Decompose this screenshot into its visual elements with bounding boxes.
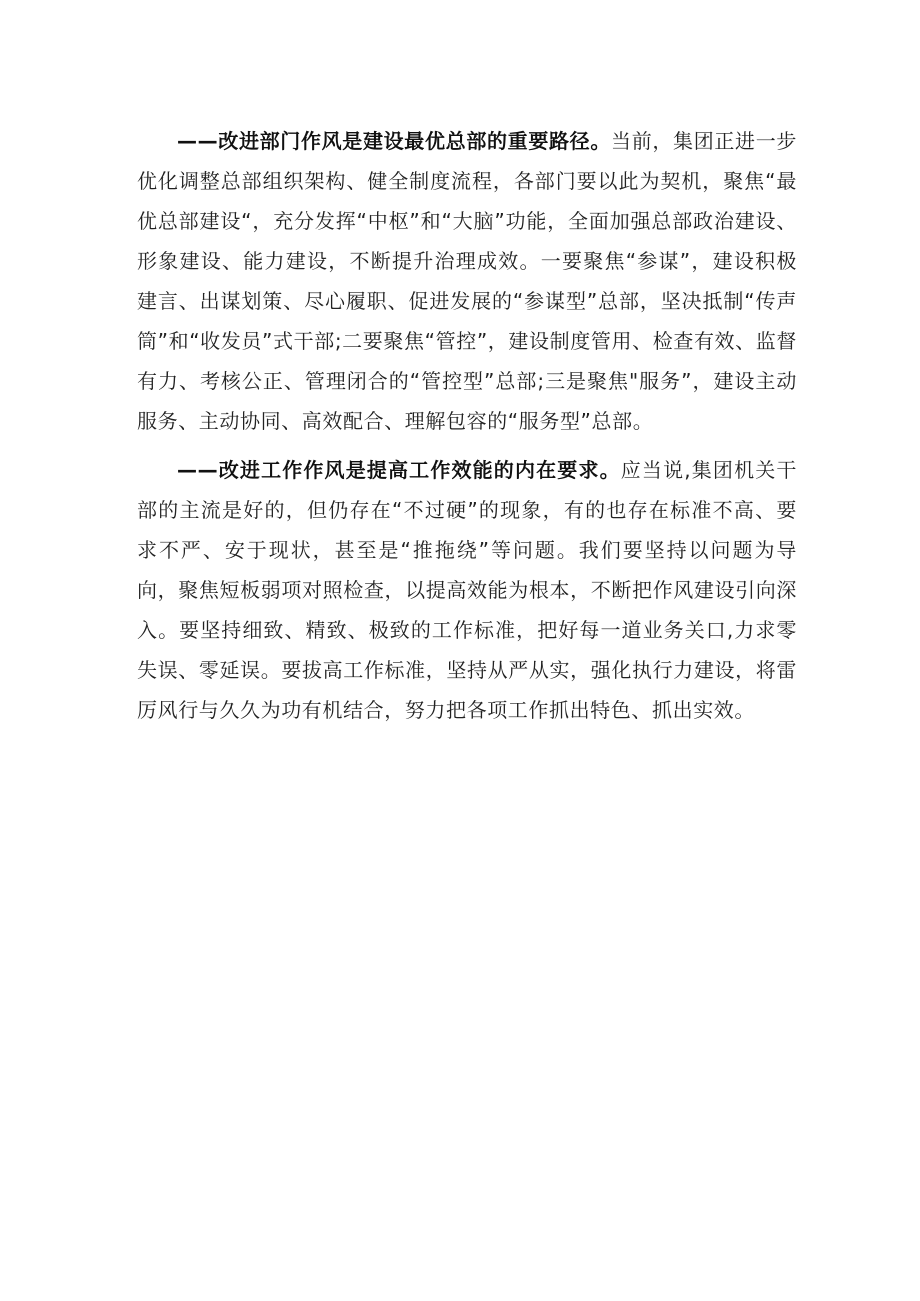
paragraph-text-department-style: 当前，集团正进一步优化调整总部组织架构、健全制度流程，各部门要以此为契机，聚焦“最优总部建设“，充分发挥“中枢”和“大脑”功能，全面加强总部政治建设、形象建设、能力建设，不断提升治理成效。一要聚焦“参谋”，建设积极建言、出谋划策、尽心履职、促进发展的“参谋型”总部，坚决抵制“传声筒”和“收发员”式干部;二要聚焦“管控”，建设制度管用、检查有效、监督有力、考核公正、管理闭合的“管控型”总部;三是聚焦"服务”，建设主动服务、主动协同、高效配合、理解包容的“服务型”总部。 (137, 129, 798, 433)
paragraph-lead-department-style: ——改进部门作风是建设最优总部的重要路径。 (177, 129, 612, 153)
paragraph-department-style (137, 121, 797, 441)
paragraph-lead-work-style: ——改进工作作风是提高工作效能的内在要求。 (177, 458, 621, 482)
paragraph-work-style (137, 450, 797, 730)
paragraph-text-work-style: 应当说,集团机关干部的主流是好的，但仍存在“不过硬”的现象，有的也存在标准不高、要求不严、安于现状，甚至是“推拖绕”等问题。我们要坚持以问题为导向，聚焦短板弱项对照检查，以提高效能为根本，不断把作风建设引向深入。要坚持细致、精致、极致的工作标准，把好每一道业务关口,力求零失误、零延误。要拔高工作标准，坚持从严从实，强化执行力建设，将雷厉风行与久久为功有机结合，努力把各项工作抓出特色、抓出实效。 (137, 458, 797, 722)
document-body (137, 121, 797, 730)
